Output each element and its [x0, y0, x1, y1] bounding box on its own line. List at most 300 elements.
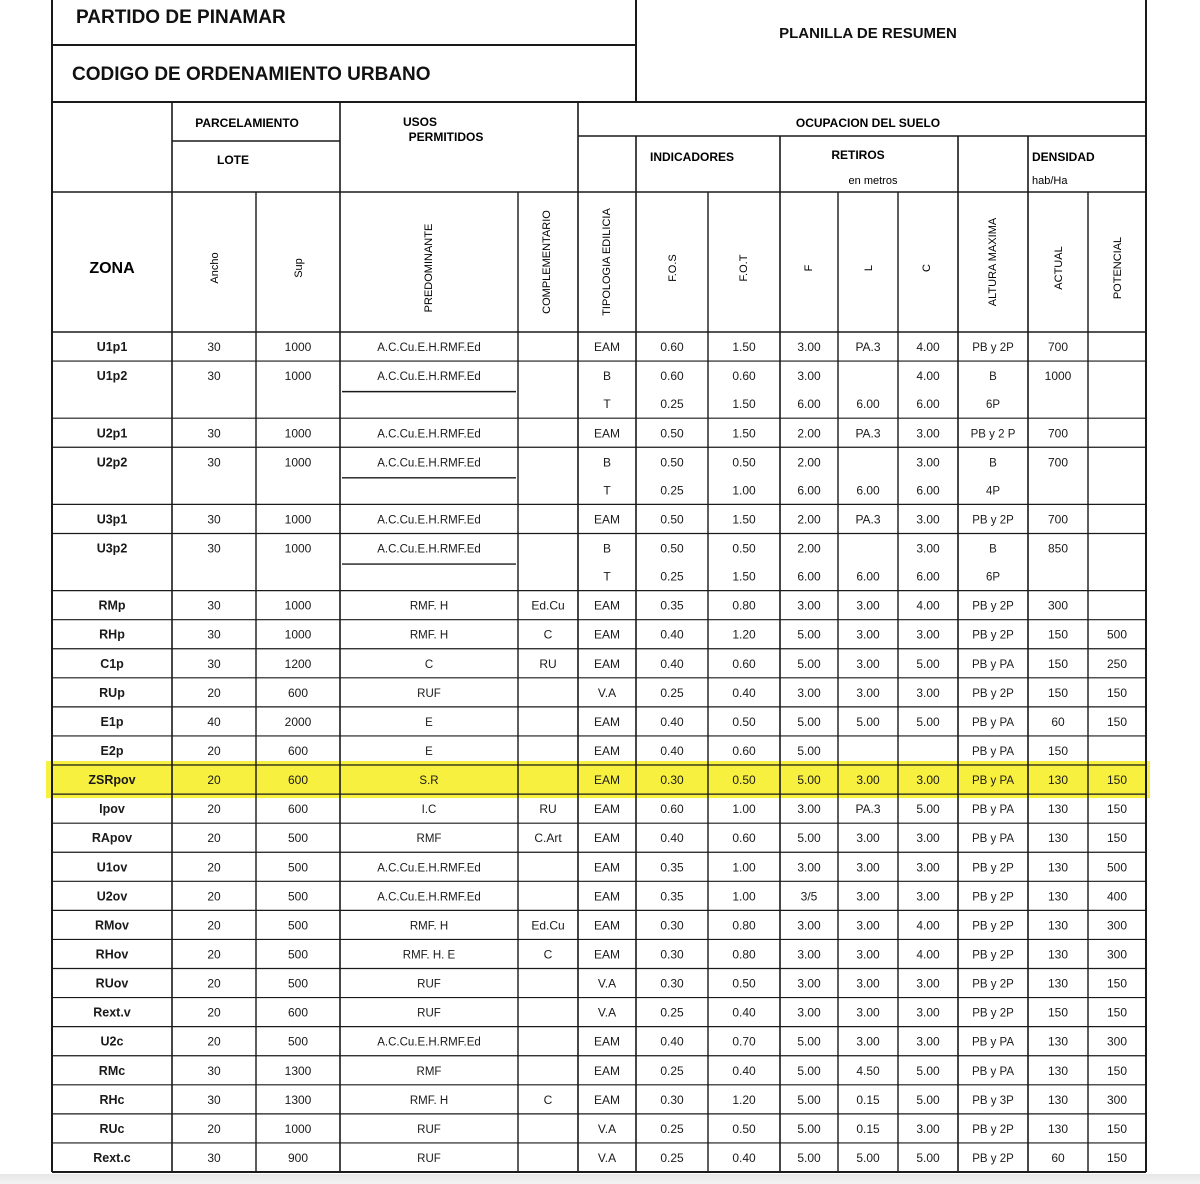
cell-densidad-actual: 700	[1047, 340, 1069, 355]
cell-altura: PB y PA	[972, 716, 1014, 729]
cell-fot: 1.00	[732, 860, 756, 875]
cell-predominante: RUF	[417, 1152, 441, 1165]
cell-densidad-actual: 150	[1047, 627, 1069, 642]
col-l: L	[863, 264, 875, 272]
cell-altura: PB y 3P	[972, 1094, 1014, 1107]
cell-retiro-c: 3.00	[916, 1005, 940, 1020]
cell-fos: 0.60	[660, 369, 684, 384]
cell-zona: U1p1	[96, 340, 128, 355]
cell-zona: E2p	[100, 744, 124, 759]
cell-densidad-potencial: 400	[1106, 889, 1128, 904]
cell-fot: 0.50	[732, 976, 756, 991]
indicadores-header: INDICADORES	[649, 150, 735, 164]
cell-densidad-actual: 150	[1047, 685, 1069, 700]
cell-ancho: 30	[207, 598, 221, 613]
cell-retiro-f: 3.00	[797, 598, 821, 613]
cell-retiro-c: 4.00	[916, 918, 940, 933]
cell-sup: 600	[287, 802, 309, 817]
cell-retiro-c: 5.00	[916, 802, 940, 817]
cell-tipologia: T	[603, 483, 611, 498]
cell-fos: 0.40	[660, 627, 684, 642]
cell-fot: 0.60	[732, 656, 756, 671]
usos-header-line2: PERMITIDOS	[408, 130, 484, 144]
cell-fos: 0.40	[660, 714, 684, 729]
cell-fot: 1.00	[732, 802, 756, 817]
table-row	[97, 369, 1072, 411]
table-row	[100, 657, 1127, 671]
table-row	[96, 977, 1128, 991]
cell-zona: RUp	[99, 685, 125, 700]
cell-sup: 500	[287, 947, 309, 962]
cell-ancho: 20	[207, 918, 221, 933]
cell-densidad-actual: 130	[1047, 802, 1069, 817]
cell-tipologia: B	[602, 541, 612, 556]
cell-retiro-f: 5.00	[797, 773, 821, 788]
cell-altura: B	[989, 457, 997, 470]
cell-retiro-f: 6.00	[797, 483, 821, 498]
cell-densidad-actual: 300	[1047, 598, 1069, 613]
cell-densidad-potencial: 150	[1106, 1005, 1128, 1020]
cell-retiro-f: 3.00	[797, 369, 821, 384]
cell-densidad-actual: 150	[1047, 744, 1069, 759]
cell-tipologia: EAM	[593, 802, 621, 817]
cell-zona: RHp	[99, 627, 125, 642]
table-row	[97, 512, 1069, 526]
cell-altura: B	[989, 371, 997, 384]
cell-densidad-potencial: 150	[1106, 1121, 1128, 1136]
cell-retiro-c: 4.00	[916, 369, 940, 384]
cell-tipologia: EAM	[593, 744, 621, 759]
cell-fos: 0.40	[660, 831, 684, 846]
col-actual: ACTUAL	[1053, 246, 1065, 290]
cell-predominante: RUF	[417, 1007, 441, 1020]
cell-densidad-actual: 130	[1047, 1034, 1069, 1049]
cell-densidad-potencial: 150	[1106, 976, 1128, 991]
cell-fos: 0.30	[660, 976, 684, 991]
col-potencial: POTENCIAL	[1112, 236, 1124, 300]
cell-retiro-l: 3.00	[856, 1034, 880, 1049]
cell-densidad-actual: 150	[1047, 1005, 1069, 1020]
vertical-column-headers	[209, 208, 1124, 316]
cell-retiro-f: 3/5	[800, 889, 818, 904]
cell-altura: 6P	[985, 399, 1001, 412]
col-tipologia: TIPOLOGIA EDILICIA	[601, 208, 613, 316]
table-row	[98, 599, 1068, 613]
cell-densidad-actual: 130	[1047, 918, 1069, 933]
cell-retiro-f: 2.00	[797, 455, 821, 470]
cell-retiro-f: 2.00	[797, 426, 821, 441]
cell-predominante: A.C.Cu.E.H.RMF.Ed	[377, 1036, 481, 1049]
cell-predominante: A.C.Cu.E.H.RMF.Ed	[377, 371, 481, 384]
cell-retiro-f: 2.00	[797, 512, 821, 527]
cell-ancho: 30	[207, 541, 221, 556]
cell-fot: 0.40	[732, 685, 756, 700]
cell-densidad-potencial: 150	[1106, 773, 1128, 788]
cell-retiro-f: 6.00	[797, 569, 821, 584]
cell-zona: RHov	[95, 947, 129, 962]
cell-fos: 0.35	[660, 889, 684, 904]
cell-retiro-c: 3.00	[916, 627, 940, 642]
cell-predominante: RMF. H	[409, 629, 449, 642]
cell-fot: 0.60	[732, 744, 756, 759]
cell-sup: 600	[287, 685, 309, 700]
cell-retiro-c: 3.00	[916, 685, 940, 700]
cell-retiro-l: 0.15	[856, 1092, 880, 1107]
cell-retiro-l: 3.00	[856, 831, 880, 846]
cell-retiro-l: 3.00	[856, 889, 880, 904]
table-row	[93, 1006, 1127, 1020]
table-row	[97, 860, 1128, 874]
retiros-header: RETIROS	[831, 148, 885, 162]
table-row	[93, 1151, 1127, 1165]
cell-tipologia: T	[603, 569, 611, 584]
col-ancho: Ancho	[209, 252, 221, 284]
table-row	[96, 947, 1128, 961]
cell-fos: 0.40	[660, 744, 684, 759]
cell-ancho: 20	[207, 1034, 221, 1049]
cell-ancho: 30	[207, 1092, 221, 1107]
cell-tipologia: EAM	[593, 714, 621, 729]
cell-fot: 0.80	[732, 598, 756, 613]
cell-retiro-l: 3.00	[856, 656, 880, 671]
cell-zona: Rext.v	[93, 1005, 131, 1020]
cell-retiro-f: 5.00	[797, 744, 821, 759]
cell-densidad-potencial: 300	[1106, 1092, 1128, 1107]
cell-retiro-f: 5.00	[797, 656, 821, 671]
cell-tipologia: EAM	[593, 627, 621, 642]
cell-retiro-c: 5.00	[916, 1092, 940, 1107]
cell-sup: 2000	[284, 714, 312, 729]
cell-complementario: C.Art	[534, 831, 562, 846]
cell-densidad-potencial: 150	[1106, 831, 1128, 846]
cell-zona: RMp	[98, 598, 126, 613]
cell-densidad-actual: 130	[1047, 831, 1069, 846]
cell-zona: U2c	[100, 1034, 124, 1049]
cell-fos: 0.25	[660, 1150, 684, 1165]
zona-header: ZONA	[89, 260, 135, 277]
table-row	[97, 426, 1069, 440]
cell-sup: 1000	[284, 541, 312, 556]
cell-retiro-f: 5.00	[797, 831, 821, 846]
cell-sup: 900	[287, 1150, 309, 1165]
table-row	[92, 831, 1127, 845]
cell-sup: 500	[287, 918, 309, 933]
cell-fot: 0.40	[732, 1150, 756, 1165]
cell-fos: 0.60	[660, 802, 684, 817]
cell-ancho: 30	[207, 426, 221, 441]
cell-fot: 0.60	[732, 831, 756, 846]
cell-retiro-l: 3.00	[856, 685, 880, 700]
cell-sup: 1300	[284, 1092, 312, 1107]
cell-fos: 0.50	[660, 541, 684, 556]
cell-retiro-c: 5.00	[916, 714, 940, 729]
col-c: C	[921, 264, 933, 272]
cell-retiro-c: 3.00	[916, 426, 940, 441]
cell-fot: 0.60	[732, 369, 756, 384]
cell-ancho: 20	[207, 1121, 221, 1136]
cell-sup: 500	[287, 976, 309, 991]
usos-header-line1: USOS	[402, 115, 438, 129]
table-row	[99, 1064, 1128, 1078]
cell-tipologia: V.A	[597, 685, 617, 700]
cell-fos: 0.25	[660, 1121, 684, 1136]
cell-complementario: RU	[539, 802, 557, 817]
cell-fot: 0.80	[732, 918, 756, 933]
retiros-unit: en metros	[848, 175, 898, 187]
cell-fos: 0.25	[660, 569, 684, 584]
cell-retiro-c: 5.00	[916, 1150, 940, 1165]
cell-retiro-l: 3.00	[856, 1005, 880, 1020]
cell-fos: 0.40	[660, 656, 684, 671]
cell-densidad-actual: 850	[1047, 541, 1069, 556]
party-title: PARTIDO DE PINAMAR	[76, 7, 286, 28]
col-altura: ALTURA MAXIMA	[987, 217, 999, 307]
cell-densidad-actual: 130	[1047, 889, 1069, 904]
table-row	[99, 802, 1127, 816]
cell-retiro-l: 5.00	[856, 1150, 880, 1165]
cell-predominante: A.C.Cu.E.H.RMF.Ed	[377, 514, 481, 527]
cell-retiro-f: 5.00	[797, 1063, 821, 1078]
cell-zona: Ipov	[99, 802, 125, 817]
cell-retiro-l: 3.00	[856, 976, 880, 991]
cell-sup: 1000	[284, 598, 312, 613]
cell-altura: PB y 2P	[972, 1007, 1014, 1020]
cell-altura: PB y PA	[972, 804, 1014, 817]
cell-ancho: 20	[207, 802, 221, 817]
cell-ancho: 20	[207, 976, 221, 991]
cell-altura: PB y PA	[972, 775, 1014, 788]
cell-fos: 0.30	[660, 773, 684, 788]
cell-ancho: 20	[207, 860, 221, 875]
cell-ancho: 40	[207, 714, 221, 729]
cell-zona: RApov	[91, 831, 133, 846]
cell-fos: 0.60	[660, 340, 684, 355]
cell-tipologia: EAM	[593, 512, 621, 527]
cell-sup: 600	[287, 773, 309, 788]
cell-tipologia: EAM	[593, 773, 621, 788]
cell-tipologia: EAM	[593, 656, 621, 671]
cell-tipologia: EAM	[593, 860, 621, 875]
table-row	[95, 918, 1127, 932]
cell-retiro-c: 6.00	[916, 569, 940, 584]
cell-ancho: 30	[207, 369, 221, 384]
table-row	[97, 455, 1069, 497]
cell-retiro-l: 4.50	[856, 1063, 880, 1078]
cell-complementario: Ed.Cu	[531, 598, 565, 613]
cell-altura: 6P	[985, 571, 1001, 584]
cell-retiro-c: 3.00	[916, 512, 940, 527]
cell-sup: 500	[287, 889, 309, 904]
cell-fot: 1.50	[732, 340, 756, 355]
cell-densidad-potencial: 150	[1106, 714, 1128, 729]
cell-tipologia: B	[602, 369, 612, 384]
cell-retiro-f: 5.00	[797, 714, 821, 729]
cell-retiro-f: 5.00	[797, 627, 821, 642]
cell-retiro-f: 2.00	[797, 541, 821, 556]
cell-retiro-f: 5.00	[797, 1092, 821, 1107]
cell-fos: 0.25	[660, 397, 684, 412]
cell-ancho: 20	[207, 685, 221, 700]
cell-sup: 500	[287, 831, 309, 846]
cell-densidad-potencial: 250	[1106, 656, 1128, 671]
cell-densidad-potencial: 150	[1106, 802, 1128, 817]
cell-retiro-c: 3.00	[916, 1121, 940, 1136]
cell-sup: 500	[287, 860, 309, 875]
cell-densidad-potencial: 300	[1106, 918, 1128, 933]
table-row	[99, 628, 1127, 642]
cell-retiro-c: 4.00	[916, 947, 940, 962]
cell-densidad-potencial: 300	[1106, 1034, 1128, 1049]
cell-retiro-l: 6.00	[856, 483, 880, 498]
table-row	[101, 744, 1069, 758]
cell-retiro-l: 6.00	[856, 569, 880, 584]
cell-retiro-f: 3.00	[797, 340, 821, 355]
cell-ancho: 30	[207, 455, 221, 470]
cell-fot: 0.40	[732, 1005, 756, 1020]
cell-densidad-potencial: 500	[1106, 627, 1128, 642]
cell-fos: 0.50	[660, 426, 684, 441]
cell-retiro-l: 3.00	[856, 918, 880, 933]
cell-retiro-c: 3.00	[916, 541, 940, 556]
cell-sup: 1000	[284, 627, 312, 642]
table-row	[97, 340, 1069, 354]
cell-zona: U1ov	[96, 860, 128, 875]
cell-predominante: RUF	[417, 687, 441, 700]
cell-predominante: RMF	[416, 1065, 442, 1078]
cell-complementario: RU	[539, 656, 557, 671]
cell-zona: U2ov	[96, 889, 128, 904]
cell-densidad-actual: 60	[1051, 1150, 1065, 1165]
cell-altura: PB y 2P	[972, 342, 1014, 355]
cell-fot: 0.50	[732, 455, 756, 470]
col-fot: F.O.T	[738, 254, 750, 282]
cell-fos: 0.25	[660, 1063, 684, 1078]
cell-predominante: RMF. H	[409, 920, 449, 933]
cell-predominante: A.C.Cu.E.H.RMF.Ed	[377, 543, 481, 556]
cell-zona: U3p2	[96, 541, 128, 556]
col-complementario: COMPLEMENTARIO	[541, 210, 553, 314]
cell-zona: U3p1	[96, 512, 128, 527]
cell-fos: 0.35	[660, 860, 684, 875]
summary-title: PLANILLA DE RESUMEN	[779, 25, 957, 42]
cell-sup: 1000	[284, 1121, 312, 1136]
cell-fot: 0.50	[732, 714, 756, 729]
cell-densidad-actual: 130	[1047, 947, 1069, 962]
cell-retiro-f: 5.00	[797, 1121, 821, 1136]
cell-predominante: RMF. H	[409, 600, 449, 613]
densidad-unit: hab/Ha	[1032, 175, 1068, 187]
cell-densidad-potencial: 150	[1106, 1150, 1128, 1165]
cell-predominante: E	[425, 746, 433, 759]
cell-ancho: 30	[207, 656, 221, 671]
cell-retiro-l: 6.00	[856, 397, 880, 412]
cell-tipologia: V.A	[597, 1005, 617, 1020]
cell-altura: PB y PA	[972, 833, 1014, 846]
cell-fot: 1.50	[732, 569, 756, 584]
cell-predominante: C	[424, 658, 434, 671]
cell-predominante: A.C.Cu.E.H.RMF.Ed	[377, 862, 481, 875]
cell-retiro-l: PA.3	[855, 426, 881, 441]
cell-ancho: 20	[207, 889, 221, 904]
cell-ancho: 30	[207, 512, 221, 527]
cell-tipologia: V.A	[597, 1121, 617, 1136]
cell-complementario: C	[543, 947, 553, 962]
cell-densidad-actual: 130	[1047, 1063, 1069, 1078]
cell-fot: 1.50	[732, 512, 756, 527]
cell-zona: U2p2	[96, 455, 128, 470]
cell-tipologia: EAM	[593, 918, 621, 933]
cell-altura: PB y 2 P	[970, 428, 1016, 441]
cell-predominante: RMF. H. E	[402, 949, 456, 962]
cell-densidad-actual: 130	[1047, 860, 1069, 875]
cell-fos: 0.40	[660, 1034, 684, 1049]
cell-tipologia: EAM	[593, 947, 621, 962]
cell-tipologia: EAM	[593, 340, 621, 355]
cell-altura: PB y 2P	[972, 862, 1014, 875]
table-row	[101, 715, 1128, 729]
cell-densidad-potencial: 300	[1106, 947, 1128, 962]
cell-fot: 0.80	[732, 947, 756, 962]
parcelamiento-header: PARCELAMIENTO	[195, 116, 299, 130]
cell-fot: 0.50	[732, 541, 756, 556]
cell-retiro-l: PA.3	[855, 802, 881, 817]
cell-sup: 1000	[284, 340, 312, 355]
cell-retiro-c: 5.00	[916, 1063, 940, 1078]
table-row	[99, 686, 1127, 700]
cell-fos: 0.50	[660, 512, 684, 527]
cell-retiro-l: 3.00	[856, 627, 880, 642]
cell-complementario: Ed.Cu	[531, 918, 565, 933]
cell-fos: 0.25	[660, 685, 684, 700]
cell-tipologia: V.A	[597, 1150, 617, 1165]
cell-fos: 0.25	[660, 1005, 684, 1020]
cell-fos: 0.30	[660, 947, 684, 962]
cell-densidad-actual: 150	[1047, 656, 1069, 671]
cell-fos: 0.30	[660, 918, 684, 933]
table-body	[88, 340, 1127, 1165]
cell-retiro-c: 3.00	[916, 455, 940, 470]
cell-predominante: E	[425, 716, 433, 729]
cell-fot: 1.50	[732, 426, 756, 441]
cell-ancho: 30	[207, 1063, 221, 1078]
cell-retiro-f: 3.00	[797, 860, 821, 875]
cell-sup: 600	[287, 744, 309, 759]
cell-ancho: 20	[207, 1005, 221, 1020]
densidad-header: DENSIDAD	[1032, 150, 1095, 164]
cell-retiro-f: 3.00	[797, 685, 821, 700]
cell-ancho: 20	[207, 831, 221, 846]
cell-ancho: 30	[207, 627, 221, 642]
cell-altura: PB y 2P	[972, 1152, 1014, 1165]
cell-altura: PB y 2P	[972, 514, 1014, 527]
cell-fot: 1.50	[732, 397, 756, 412]
cell-fos: 0.30	[660, 1092, 684, 1107]
cell-retiro-f: 5.00	[797, 1034, 821, 1049]
cell-retiro-c: 3.00	[916, 1034, 940, 1049]
col-predominante: PREDOMINANTE	[423, 223, 435, 313]
cell-retiro-f: 3.00	[797, 1005, 821, 1020]
col-fos: F.O.S	[667, 254, 679, 282]
cell-retiro-c: 6.00	[916, 483, 940, 498]
cell-tipologia: EAM	[593, 889, 621, 904]
cell-tipologia: EAM	[593, 598, 621, 613]
cell-tipologia: B	[602, 455, 612, 470]
cell-predominante: A.C.Cu.E.H.RMF.Ed	[377, 428, 481, 441]
cell-retiro-l: PA.3	[855, 512, 881, 527]
cell-densidad-potencial: 500	[1106, 860, 1128, 875]
cell-ancho: 30	[207, 340, 221, 355]
cell-retiro-c: 3.00	[916, 831, 940, 846]
